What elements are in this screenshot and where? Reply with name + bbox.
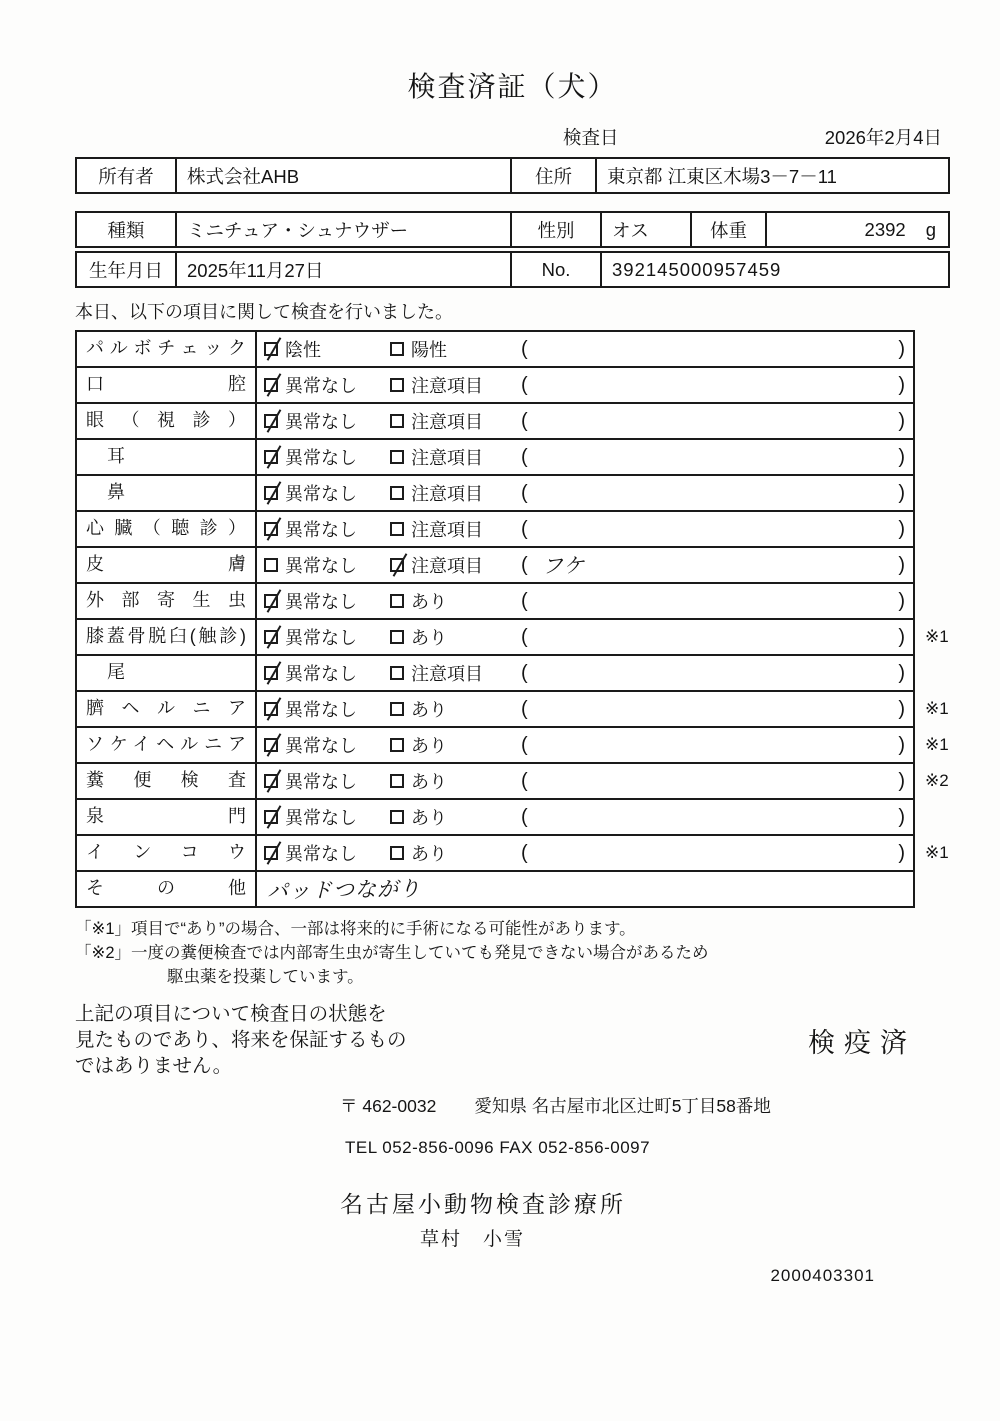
- option1-label: 異常なし: [285, 520, 357, 540]
- paren-close: ): [898, 769, 905, 792]
- checkbox-option2: [390, 486, 404, 500]
- footnote-mark: ※1: [925, 735, 949, 754]
- birthdate-value: 2025年11月27日: [177, 253, 512, 286]
- exam-row: [75, 582, 915, 620]
- checkbox-option2: [390, 774, 404, 788]
- paren-close: ): [898, 661, 905, 684]
- checkbox-option2: [390, 846, 404, 860]
- footnote-1: 「※1」項目で“あり”の場合、一部は将来的に手術になる可能性があります。: [75, 920, 636, 938]
- disclaimer-line2: 見たものであり、将来を保証するもの: [75, 1029, 407, 1051]
- paren-close: ): [898, 445, 905, 468]
- paren-open: (: [521, 481, 528, 504]
- exam-item-label: その他: [77, 872, 257, 906]
- option1: [264, 372, 390, 398]
- option2-label: 注意項目: [411, 376, 483, 396]
- exam-options: [257, 584, 913, 618]
- pet-info-block: [75, 211, 950, 288]
- option2: [390, 624, 521, 650]
- paren-open: (: [521, 553, 528, 576]
- exam-item-label: 眼（視診）: [77, 404, 257, 438]
- checkbox-option2: [390, 378, 404, 392]
- paren-close: ): [898, 589, 905, 612]
- option2: [390, 696, 521, 722]
- weight-label: 体重: [692, 213, 767, 246]
- paren-close: ): [898, 841, 905, 864]
- checkbox-option2: [390, 522, 404, 536]
- option2: [390, 732, 521, 758]
- breed-value: ミニチュア・シュナウザー: [177, 213, 512, 246]
- option2-label: 注意項目: [411, 484, 483, 504]
- exam-row: [75, 762, 949, 800]
- exam-options: [257, 332, 913, 366]
- option1-label: 異常なし: [285, 664, 357, 684]
- exam-item-label: 鼻: [77, 476, 257, 510]
- exam-options: [257, 440, 913, 474]
- exam-options: [257, 692, 913, 726]
- exam-row: [75, 690, 949, 728]
- option1: [264, 444, 390, 470]
- option1-label: 異常なし: [285, 556, 357, 576]
- exam-options: [257, 656, 913, 690]
- checkbox-option2: [390, 810, 404, 824]
- exam-row: [75, 402, 915, 440]
- exam-item-label: パルボチェック: [77, 332, 257, 366]
- address-value: 東京都 江東区木場3－7－11: [607, 165, 837, 187]
- option2: [390, 516, 521, 542]
- checkbox-option1: [264, 414, 278, 428]
- owner-label: 所有者: [77, 159, 177, 192]
- disclaimer-text: [75, 1001, 407, 1079]
- birthdate-label: 生年月日: [77, 253, 177, 286]
- clinic-postal-code: 〒 462-0032: [340, 1096, 437, 1116]
- option2: [390, 660, 521, 686]
- paren-open: (: [521, 589, 528, 612]
- exam-options: [257, 404, 913, 438]
- option2-label: あり: [411, 772, 447, 792]
- option1: [264, 624, 390, 650]
- checkbox-option1: [264, 450, 278, 464]
- option2-label: あり: [411, 628, 447, 648]
- checkbox-option2: [390, 414, 404, 428]
- checkbox-option1: [264, 774, 278, 788]
- option1: [264, 768, 390, 794]
- paren-open: (: [521, 337, 528, 360]
- option2: [390, 336, 521, 362]
- option1-label: 異常なし: [285, 448, 357, 468]
- exam-table: [75, 330, 949, 908]
- registration-no-value: 392145000957459: [612, 258, 782, 280]
- exam-row: [75, 474, 915, 512]
- option2-label: あり: [411, 592, 447, 612]
- paren-open: (: [521, 661, 528, 684]
- pet-table-row2: [75, 251, 950, 288]
- paren-open: (: [521, 733, 528, 756]
- checkbox-option2: [390, 450, 404, 464]
- option1: [264, 588, 390, 614]
- inspection-date-value: 2026年2月4日: [824, 127, 942, 148]
- option2-label: 注意項目: [411, 448, 483, 468]
- disclaimer-row: [75, 1001, 950, 1079]
- option2-label: 注意項目: [411, 520, 483, 540]
- checkbox-option1: [264, 666, 278, 680]
- clinic-tel-fax: TEL 052-856-0096 FAX 052-856-0097: [345, 1138, 651, 1157]
- checkbox-option2: [390, 342, 404, 356]
- weight-unit: g: [925, 218, 936, 240]
- option1-label: 異常なし: [285, 484, 357, 504]
- paren-open: (: [521, 805, 528, 828]
- option2-label: 注意項目: [411, 664, 483, 684]
- paren-close: ): [898, 481, 905, 504]
- handwritten-note: フケ: [541, 554, 586, 579]
- paren-open: (: [521, 445, 528, 468]
- paren-close: ): [898, 553, 905, 576]
- option1: [264, 336, 390, 362]
- option2-label: 注意項目: [411, 412, 483, 432]
- pet-table-row1: [75, 211, 950, 248]
- exam-row: [75, 870, 915, 908]
- exam-row: [75, 834, 949, 872]
- option2: [390, 372, 521, 398]
- exam-options: [257, 512, 913, 546]
- exam-row: [75, 510, 915, 548]
- paren-close: ): [898, 409, 905, 432]
- footnote-mark: ※1: [925, 627, 949, 646]
- exam-item-label: インコウ: [77, 836, 257, 870]
- paren-close: ): [898, 373, 905, 396]
- exam-row: [75, 798, 915, 836]
- exam-options: [257, 620, 913, 654]
- exam-row: [75, 330, 915, 368]
- exam-row: [75, 618, 949, 656]
- checkbox-option2: [390, 594, 404, 608]
- checkbox-option1: [264, 702, 278, 716]
- paren-close: ): [898, 625, 905, 648]
- option1: [264, 696, 390, 722]
- clinic-address: 愛知県 名古屋市北区辻町5丁目58番地: [474, 1096, 771, 1116]
- checkbox-option2: [390, 558, 404, 572]
- exam-item-label: 膝蓋骨脱臼(触診): [77, 620, 257, 654]
- exam-item-label: 糞便検査: [77, 764, 257, 798]
- document-code: 2000403301: [770, 1266, 875, 1285]
- checkbox-option1: [264, 738, 278, 752]
- option1-label: 異常なし: [285, 772, 357, 792]
- inspection-date-label: 検査日: [563, 127, 619, 148]
- exam-options: [257, 800, 913, 834]
- disclaimer-line1: 上記の項目について検査日の状態を: [75, 1003, 387, 1025]
- option2: [390, 840, 521, 866]
- checkbox-option1: [264, 630, 278, 644]
- paren-close: ): [898, 733, 905, 756]
- address-label: 住所: [512, 159, 597, 192]
- option2: [390, 408, 521, 434]
- option1: [264, 840, 390, 866]
- disclaimer-line3: ではありません。: [75, 1055, 233, 1077]
- clinic-address-row: [340, 1093, 950, 1118]
- footnote-mark: ※2: [925, 771, 949, 790]
- exam-options: [257, 368, 913, 402]
- option1-label: 陰性: [285, 340, 321, 360]
- exam-row: [75, 366, 915, 404]
- option2-label: あり: [411, 844, 447, 864]
- exam-item-label: 外部寄生虫: [77, 584, 257, 618]
- breed-label: 種類: [77, 213, 177, 246]
- option2: [390, 444, 521, 470]
- paren-open: (: [521, 769, 528, 792]
- exam-options: [257, 836, 913, 870]
- option2-label: 陽性: [411, 340, 447, 360]
- handwritten-note: パッドつながり: [266, 877, 422, 904]
- checkbox-option1: [264, 594, 278, 608]
- veterinarian-name: 草村 小雪: [420, 1229, 526, 1250]
- option2: [390, 552, 521, 578]
- paren-close: ): [898, 697, 905, 720]
- weight-cell: [767, 213, 952, 246]
- exam-item-label: 耳: [77, 440, 257, 474]
- page-title: 検査済証（犬）: [407, 71, 618, 102]
- checkbox-option1: [264, 522, 278, 536]
- option2: [390, 588, 521, 614]
- option1: [264, 804, 390, 830]
- exam-options: [257, 872, 913, 906]
- option1-label: 異常なし: [285, 412, 357, 432]
- checkbox-option1: [264, 342, 278, 356]
- paren-close: ): [898, 805, 905, 828]
- checkbox-option1: [264, 810, 278, 824]
- footnote-2-line2: 駆虫薬を投薬しています。: [167, 968, 364, 986]
- option1-label: 異常なし: [285, 808, 357, 828]
- exam-item-label: 心臓（聴診）: [77, 512, 257, 546]
- exam-row: [75, 546, 915, 584]
- exam-item-label: 口腔: [77, 368, 257, 402]
- exam-options: [257, 728, 913, 762]
- exam-options: [257, 548, 913, 582]
- checkbox-option2: [390, 738, 404, 752]
- paren-close: ): [898, 517, 905, 540]
- exam-item-label: 尾: [77, 656, 257, 690]
- option1-label: 異常なし: [285, 628, 357, 648]
- option2-label: 注意項目: [411, 556, 483, 576]
- exam-row: [75, 654, 915, 692]
- footnote-2-line1: 「※2」一度の糞便検査では内部寄生虫が寄生していても発見できない場合があるため: [75, 944, 709, 962]
- exam-item-label: ソケイヘルニア: [77, 728, 257, 762]
- option1: [264, 480, 390, 506]
- paren-open: (: [521, 625, 528, 648]
- exam-item-label: 皮膚: [77, 548, 257, 582]
- paren-open: (: [521, 697, 528, 720]
- registration-no-label: No.: [512, 253, 602, 286]
- option2-label: あり: [411, 736, 447, 756]
- paren-open: (: [521, 841, 528, 864]
- option1-label: 異常なし: [285, 700, 357, 720]
- exam-options: [257, 476, 913, 510]
- paren-open: (: [521, 373, 528, 396]
- exam-row: [75, 726, 949, 764]
- option1: [264, 516, 390, 542]
- footnote-mark: ※1: [925, 699, 949, 718]
- intro-text: 本日、以下の項目に関して検査を行いました。: [75, 302, 453, 322]
- owner-table: [75, 157, 950, 194]
- exam-row: [75, 438, 915, 476]
- clinic-name: 名古屋小動物検査診療所: [340, 1191, 626, 1217]
- checkbox-option2: [390, 702, 404, 716]
- option1: [264, 660, 390, 686]
- option2-label: あり: [411, 808, 447, 828]
- checkbox-option2: [390, 666, 404, 680]
- option1-label: 異常なし: [285, 844, 357, 864]
- quarantine-stamp: 検疫済: [808, 1027, 916, 1058]
- exam-options: [257, 764, 913, 798]
- option1: [264, 732, 390, 758]
- option2-label: あり: [411, 700, 447, 720]
- exam-item-label: 臍ヘルニア: [77, 692, 257, 726]
- option1-label: 異常なし: [285, 376, 357, 396]
- checkbox-option1: [264, 846, 278, 860]
- footnote-mark: ※1: [925, 843, 949, 862]
- option2: [390, 480, 521, 506]
- sex-value: オス: [602, 213, 692, 246]
- option1: [264, 408, 390, 434]
- option2: [390, 804, 521, 830]
- sex-label: 性別: [512, 213, 602, 246]
- paren-close: ): [898, 337, 905, 360]
- footnotes: [75, 917, 950, 989]
- option1-label: 異常なし: [285, 736, 357, 756]
- exam-item-label: 泉門: [77, 800, 257, 834]
- option2: [390, 768, 521, 794]
- owner-value: 株式会社AHB: [177, 159, 512, 192]
- checkbox-option2: [390, 630, 404, 644]
- weight-value: 2392: [864, 218, 906, 240]
- checkbox-option1: [264, 486, 278, 500]
- checkbox-option1: [264, 378, 278, 392]
- inspection-date-row: [75, 126, 950, 150]
- paren-open: (: [521, 517, 528, 540]
- option1-label: 異常なし: [285, 592, 357, 612]
- checkbox-option1: [264, 558, 278, 572]
- option1: [264, 552, 390, 578]
- paren-open: (: [521, 409, 528, 432]
